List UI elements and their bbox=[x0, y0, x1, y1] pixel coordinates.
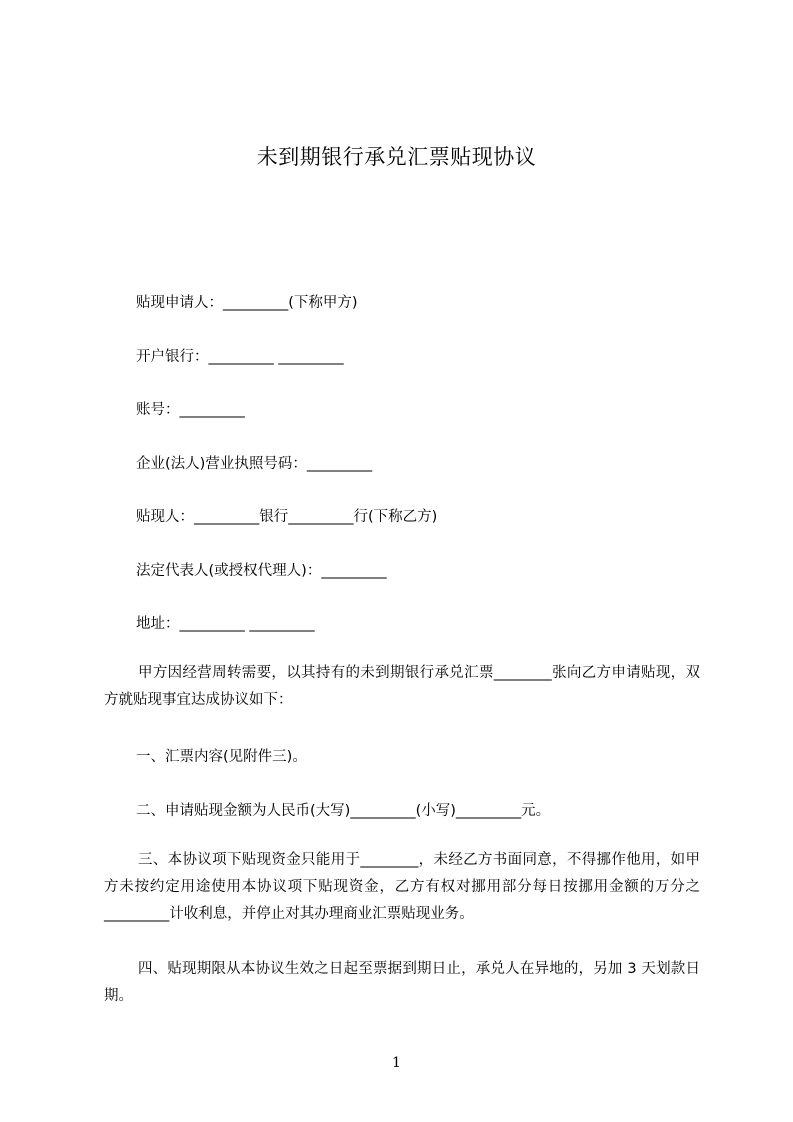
field-representative: 法定代表人(或授权代理人)：_________ bbox=[136, 563, 387, 579]
clause-3: 三、本协议项下贴现资金只能用于________，未经乙方书面同意，不得挪作他用，如甲方未按约定用途使用本协议项下贴现资金，乙方有权对挪用部分每日按挪用金额的万分之_________计收利息，并停止对其办理商业汇票贴现业务。 bbox=[104, 852, 700, 922]
field-discounter: 贴现人：_________银行_________行(下称乙方) bbox=[136, 509, 438, 525]
field-address: 地址：_________ _________ bbox=[136, 616, 315, 632]
clause-1: 一、汇票内容(见附件三)。 bbox=[136, 749, 307, 765]
document-title: 未到期银行承兑汇票贴现协议 bbox=[256, 145, 537, 169]
field-bank: 开户银行：_________ _________ bbox=[136, 349, 344, 365]
field-license: 企业(法人)营业执照号码：_________ bbox=[136, 456, 373, 472]
clause-2: 二、申请贴现金额为人民币(大写)_________(小写)_________元。 bbox=[136, 803, 551, 819]
intro-paragraph: 甲方因经营周转需要，以其持有的未到期银行承兑汇票________张向乙方申请贴现，双方就贴现事宜达成协议如下： bbox=[104, 665, 700, 708]
page-number: 1 bbox=[392, 1055, 401, 1071]
field-applicant: 贴现申请人：_________(下称甲方) bbox=[136, 295, 358, 311]
field-account: 账号：_________ bbox=[136, 402, 245, 418]
clause-4: 四、贴现期限从本协议生效之日起至票据到期日止，承兑人在异地的，另加 3 天划款日期。 bbox=[104, 961, 700, 1004]
